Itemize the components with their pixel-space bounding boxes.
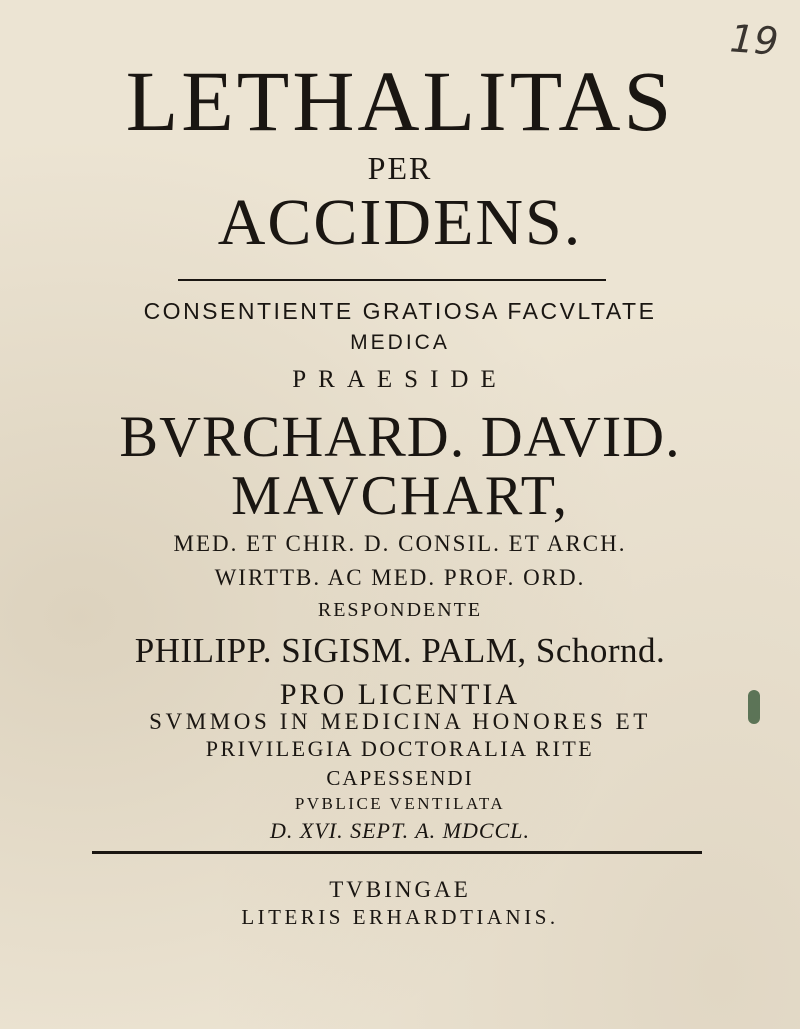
- respondent-name: PHILIPP. SIGISM. PALM, Schornd.: [134, 631, 666, 670]
- subtitle: ACCIDENS.: [217, 186, 583, 259]
- title-connector: PER: [367, 150, 433, 186]
- consent-line-1: CONSENTIENTE GRATIOSA FACVLTATE: [143, 298, 657, 324]
- handwritten-annotation: 19: [728, 16, 780, 64]
- bottom-divider: [92, 851, 702, 854]
- consent-line-2: MEDICA: [350, 331, 450, 354]
- purpose-line-2: SVMMOS IN MEDICINA HONORES ET: [149, 709, 651, 734]
- purpose-line-4: CAPESSENDI: [326, 766, 474, 790]
- respondent-label: RESPONDENTE: [317, 599, 483, 621]
- disputation-date: D. XVI. SEPT. A. MDCCL.: [270, 818, 530, 843]
- president-name-2: MAVCHART,: [231, 465, 569, 527]
- top-divider: [178, 279, 606, 281]
- imprint-printer: LITERIS ERHARDTIANIS.: [241, 905, 559, 929]
- president-title-1: MED. ET CHIR. D. CONSIL. ET ARCH.: [173, 531, 627, 556]
- praeside-label: PRAESIDE: [292, 366, 508, 393]
- purpose-line-1: PRO LICENTIA: [279, 678, 521, 711]
- president-name-1: BVRCHARD. DAVID.: [119, 404, 681, 469]
- president-title-2: WIRTTB. AC MED. PROF. ORD.: [214, 565, 586, 590]
- main-title: LETHALITAS: [125, 53, 675, 149]
- imprint-city: TVBINGAE: [329, 877, 471, 902]
- purpose-line-3: PRIVILEGIA DOCTORALIA RITE: [205, 736, 595, 761]
- purpose-line-5: PVBLICE VENTILATA: [294, 794, 506, 813]
